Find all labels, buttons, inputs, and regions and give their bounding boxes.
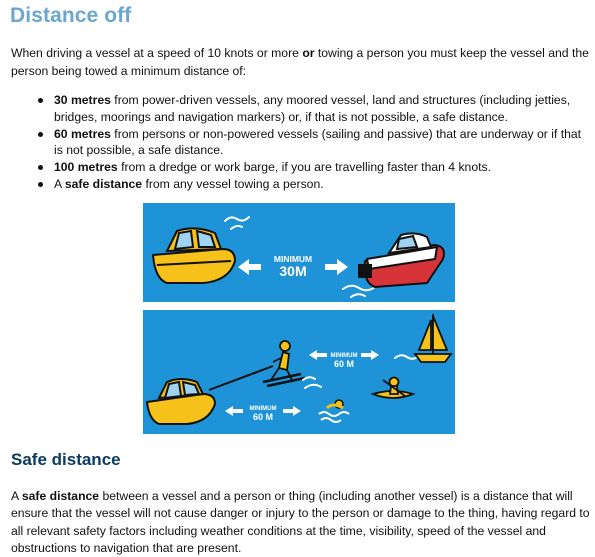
rule-item-30m	[11, 92, 586, 126]
rule-text: from persons or non-powered vessels (sailing and passive) that are underway or if that is not possible, a safe distance.	[54, 126, 582, 158]
minimum-label: MINIMUM	[249, 406, 277, 412]
rule-bold: 30 metres	[54, 93, 111, 107]
kayak-icon	[373, 378, 413, 399]
paragraph-bold: safe distance	[21, 489, 100, 503]
swimmer-icon	[319, 400, 349, 422]
yellow-motorboat-icon	[153, 228, 235, 283]
arrow-left-icon	[238, 259, 261, 275]
arrow-right-icon	[325, 259, 348, 275]
red-white-motorboat-icon	[359, 233, 444, 287]
rule-text: from any vessel towing a person.	[142, 176, 324, 191]
arrow-left-icon	[309, 350, 327, 360]
illustration-30m	[143, 203, 455, 302]
yellow-towing-boat-icon	[147, 379, 215, 424]
bullet-icon	[38, 132, 43, 137]
rule-prefix: A	[54, 176, 65, 191]
rule-item-safe-distance	[11, 176, 586, 193]
intro-text-end: towing a person you must keep the vessel and the person being towed a minimum distance of:	[11, 46, 589, 78]
rule-bold: 60 metres	[54, 126, 111, 141]
minimum-label: MINIMUM	[330, 353, 358, 359]
bullet-icon	[38, 165, 43, 170]
arrow-right-icon	[361, 350, 379, 360]
tow-rope	[209, 366, 273, 390]
rule-text: from power-driven vessels, any moored vessel, land and structures (including jetties, bridges, moorings and navigation markers) or, if that is not possible, a safe distance.	[54, 93, 571, 124]
rule-bold: safe distance	[64, 176, 143, 191]
section-title: Safe distance	[11, 450, 121, 469]
distance-rules-list	[11, 92, 586, 193]
page-title: Distance off	[10, 4, 132, 27]
minimum-label: MINIMUM	[273, 254, 313, 264]
paragraph-prefix: A	[11, 489, 22, 503]
distance-label-60m: 60 M	[333, 359, 355, 369]
paragraph-text: between a vessel and a person or thing (including another vessel) is a distance that will ensure that the vessel will not cause danger or injury to the person or damage to the thing, having regard to all relevant safety factors including weather conditions at the time, visibility, speed of the vessel and obstructions to navigation that are present.	[11, 489, 590, 555]
rule-item-60m	[11, 126, 586, 160]
intro-paragraph	[11, 45, 591, 80]
bullet-icon	[38, 182, 43, 187]
illustration-60m	[143, 310, 455, 434]
spray-icon	[303, 377, 321, 388]
distance-label-30m: 30M	[279, 263, 307, 279]
rule-text: from a dredge or work barge, if you are travelling faster than 4 knots.	[117, 160, 491, 175]
arrow-right-icon	[283, 406, 301, 416]
sailboat-icon	[415, 314, 451, 362]
safe-distance-paragraph	[11, 488, 591, 557]
arrow-left-icon	[225, 406, 243, 416]
rule-item-100m	[11, 159, 586, 176]
intro-bold-or: or	[302, 46, 315, 60]
bullet-icon	[38, 98, 43, 103]
intro-text-start: When driving a vessel at a speed of 10 knots or more	[11, 46, 303, 60]
distance-label-60m: 60 M	[252, 412, 274, 422]
water-skier-icon	[263, 341, 305, 386]
rule-bold: 100 metres	[54, 160, 118, 175]
